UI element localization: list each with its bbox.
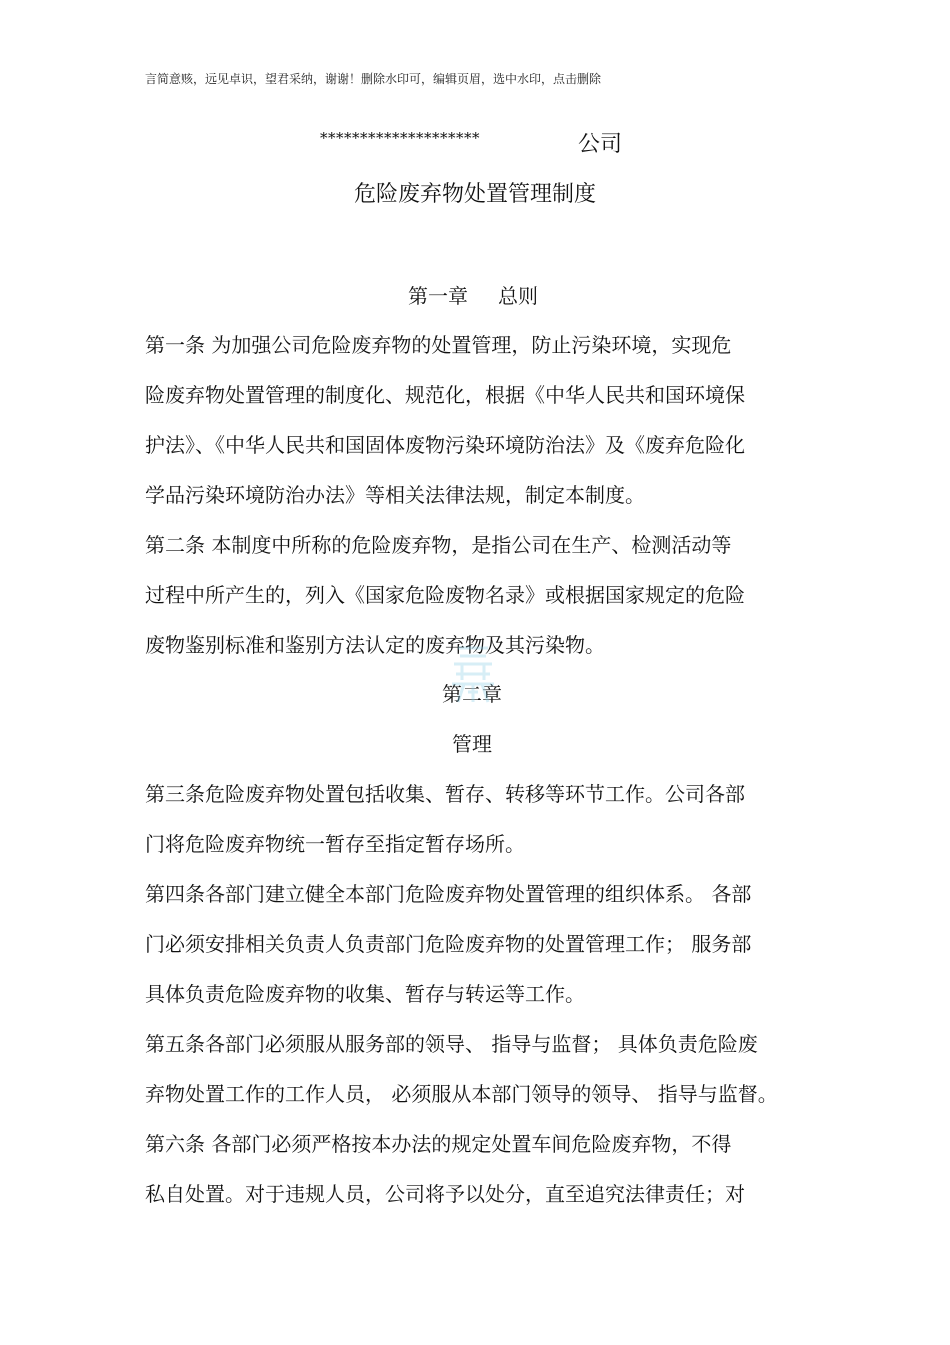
body-line: 险废弃物处置管理的制度化、规范化，根据《中华人民共和国环境保 — [145, 383, 745, 407]
chapter-1-name: 总则 — [498, 284, 538, 308]
chapter-2-number: 第二章 — [442, 682, 502, 706]
body-line: 第六条 各部门必须严格按本办法的规定处置车间危险废弃物，不得 — [145, 1132, 732, 1156]
body-line: 学品污染环境防治办法》等相关法律法规，制定本制度。 — [145, 483, 645, 507]
chapter-2-name: 管理 — [452, 732, 492, 756]
body-line: 第二条 本制度中所称的危险废弃物，是指公司在生产、检测活动等 — [145, 533, 732, 557]
company-word: 公司 — [578, 132, 623, 157]
body-line: 护法》、《中华人民共和国固体废物污染环境防治法》及《废弃危险化 — [145, 433, 745, 457]
chapter-1-number: 第一章 — [408, 284, 468, 308]
body-line: 门将危险废弃物统一暂存至指定暂存场所。 — [145, 832, 525, 856]
company-name-placeholder: ******************** — [320, 129, 480, 147]
body-line: 第五条各部门必须服从服务部的领导、 指导与监督； 具体负责危险废 — [145, 1032, 758, 1056]
document-title: 危险废弃物处置管理制度 — [353, 182, 596, 207]
header-note: 言简意赅，远见卓识，望君采纳，谢谢！删除水印可，编辑页眉，选中水印，点击删除 — [145, 72, 602, 86]
body-line: 废物鉴别标准和鉴别方法认定的废弃物及其污染物。 — [145, 633, 605, 657]
body-line: 第四条各部门建立健全本部门危险废弃物处置管理的组织体系。 各部 — [145, 882, 752, 906]
watermark-icon — [438, 640, 508, 710]
body-line: 过程中所产生的，列入《国家危险废物名录》或根据国家规定的危险 — [145, 583, 745, 607]
body-line: 门必须安排相关负责人负责部门危险废弃物的处置管理工作； 服务部 — [145, 932, 752, 956]
body-line: 弃物处置工作的工作人员， 必须服从本部门领导的领导、 指导与监督。 — [145, 1082, 778, 1106]
body-line: 第三条危险废弃物处置包括收集、暂存、转移等环节工作。公司各部 — [145, 782, 745, 806]
body-line: 私自处置。对于违规人员，公司将予以处分，直至追究法律责任；对 — [145, 1182, 745, 1206]
body-line: 第一条 为加强公司危险废弃物的处置管理，防止污染环境，实现危 — [145, 333, 732, 357]
body-line: 具体负责危险废弃物的收集、暂存与转运等工作。 — [145, 982, 585, 1006]
